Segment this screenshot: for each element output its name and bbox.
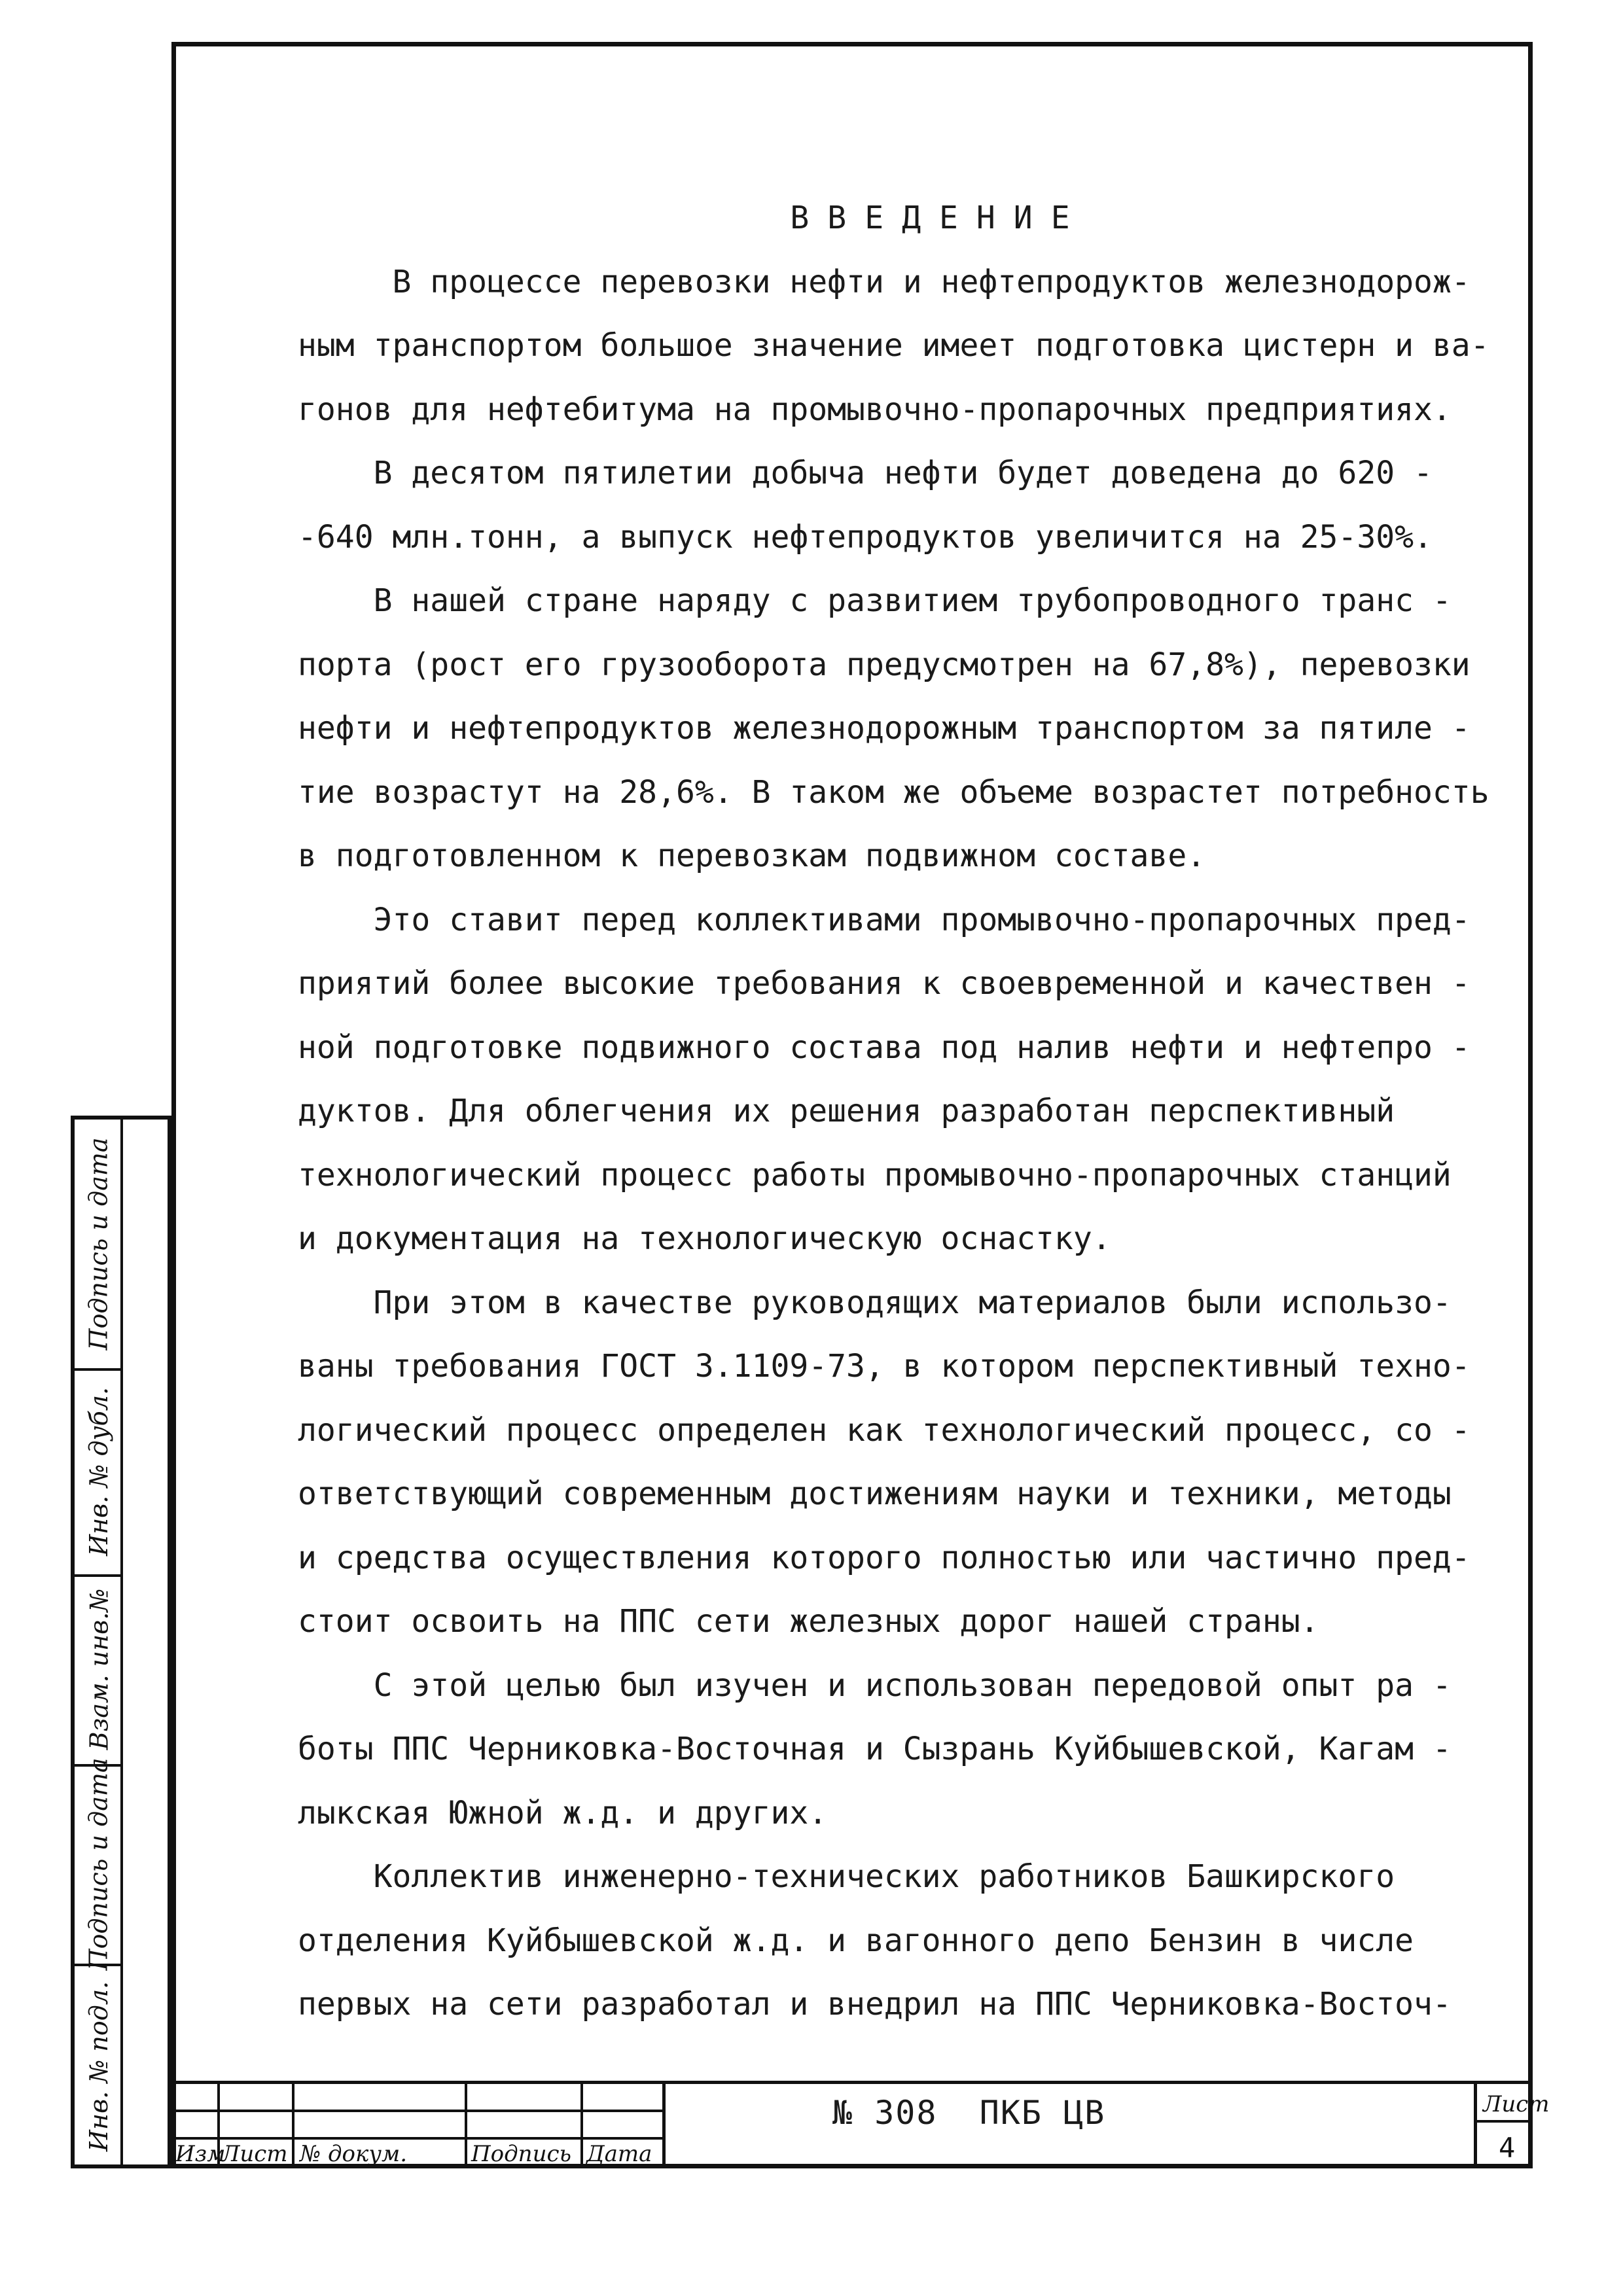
title-block-rule [171, 2137, 662, 2140]
text-line: отделения Куйбышевской ж.д. и вагонного депо Бензин в числе [298, 1922, 1414, 1959]
page-title: ВВЕДЕНИЕ [790, 200, 1088, 236]
text-line: и средства осуществления которого полностью или частично пред- [298, 1539, 1471, 1576]
text-line: ваны требования ГОСТ 3.1109-73, в котором перспективный техно- [298, 1348, 1471, 1385]
text-line: тие возрастут на 28,6%. В таком же объеме возрастет потребность [298, 773, 1489, 811]
title-block-rule [580, 2081, 583, 2168]
side-label-signature-date: Подпись и дата [84, 1137, 114, 1351]
text-line: В нашей стране наряду с развитием трубопроводного транс - [298, 582, 1452, 619]
text-line: боты ППС Черниковка-Восточная и Сызрань Куйбышевской, Кагам - [298, 1731, 1452, 1767]
text-line: -640 млн.тонн, а выпуск нефтепродуктов увеличится на 25-30%. [298, 518, 1433, 556]
title-block-rule [292, 2081, 294, 2168]
text-line: технологический процесс работы промывочно-пропарочных станций [298, 1156, 1452, 1193]
text-line: дуктов. Для облегчения их решения разработан перспективный [298, 1093, 1395, 1129]
text-line: Коллектив инженерно-технических работников Башкирского [298, 1858, 1395, 1895]
text-line: лыкская Южной ж.д. и других. [298, 1794, 828, 1831]
text-line: При этом в качестве руководящих материалов были использо- [298, 1284, 1452, 1321]
column-label-sheet: Лист [221, 2141, 288, 2167]
text-line: В процессе перевозки нефти и нефтепродуктов железнодорож- [298, 263, 1471, 300]
title-block-rule [662, 2081, 1533, 2084]
side-stamp [71, 1116, 171, 2168]
title-block [171, 2081, 1550, 2168]
document-body [298, 186, 1541, 2037]
side-label-duplicate-inv: Инв. № дубл. [84, 1386, 114, 1556]
text-line: С этой целью был изучен и использован передовой опыт ра - [298, 1667, 1452, 1704]
text-line: порта (рост его грузооборота предусмотрен на 67,8%), перевозки [298, 646, 1471, 683]
text-line: и документация на технологическую оснастку. [298, 1220, 1111, 1257]
paragraph-lines [298, 251, 1541, 2037]
title-block-rule [465, 2081, 467, 2168]
text-line: в подготовленном к перевозкам подвижном составе. [298, 838, 1206, 874]
column-label-change: Изм [175, 2141, 226, 2167]
text-line: ответствующий современным достижениям науки и техники, методы [298, 1475, 1452, 1512]
text-line: Это ставит перед коллективами промывочно-пропарочных пред- [298, 901, 1471, 938]
document-designation: № 308 ПКБ ЦВ [832, 2094, 1106, 2132]
title-block-rule [662, 2081, 666, 2168]
text-line: гонов для нефтебитума на промывочно-пропарочных предприятиях. [298, 391, 1452, 428]
title-block-rule [1474, 2120, 1533, 2123]
text-line: приятий более высокие требования к своевременной и качествен - [298, 965, 1471, 1002]
side-stamp-divider [120, 1120, 123, 2164]
side-label-original-inv: Инв. № подл. [84, 1981, 114, 2151]
title-block-rule [171, 2081, 662, 2084]
title-block-rule [1474, 2081, 1477, 2168]
text-line: ной подготовке подвижного состава под налив нефти и нефтепро - [298, 1029, 1471, 1066]
column-label-signature: Подпись [471, 2141, 572, 2167]
text-line: нефти и нефтепродуктов железнодорожным транспортом за пятиле - [298, 710, 1471, 747]
text-line: В десятом пятилетии добыча нефти будет доведена до 620 - [298, 455, 1433, 491]
side-label-signature-date: Подпись и дата [84, 1757, 114, 1971]
sheet-label: Лист [1483, 2091, 1550, 2117]
text-line: стоит освоить на ППС сети железных дорог нашей страны. [298, 1603, 1319, 1640]
title-block-rule [171, 2110, 662, 2112]
text-line: первых на сети разработал и внедрил на ППС Черниковка-Восточ- [298, 1986, 1452, 2022]
sheet-number: 4 [1499, 2132, 1516, 2164]
column-label-doc-number: № докум. [300, 2141, 408, 2167]
text-line: логический процесс определен как технологический процесс, со - [298, 1411, 1471, 1449]
side-label-replace-inv: Взам. инв.№ [84, 1588, 114, 1750]
text-line: ным транспортом большое значение имеет подготовка цистерн и ва- [298, 327, 1489, 364]
column-label-date: Дата [586, 2141, 652, 2167]
